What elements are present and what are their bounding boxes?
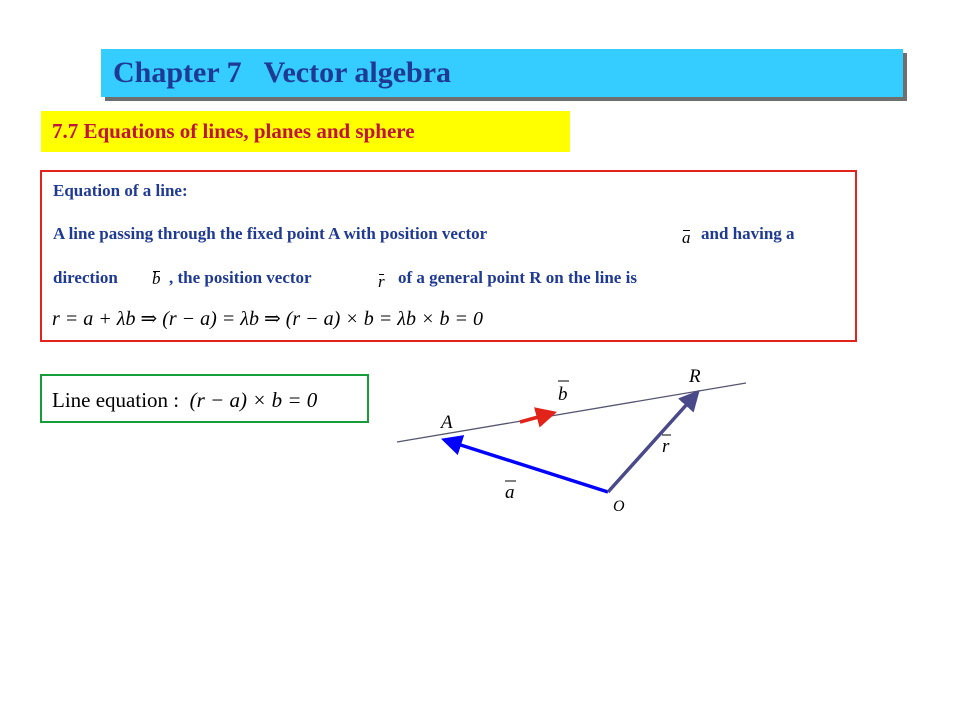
summary-equation: (r − a) × b = 0 bbox=[189, 388, 318, 412]
vector-b-arrow bbox=[520, 413, 553, 422]
definition-line-3-suffix: of a general point R on the line is bbox=[398, 268, 637, 287]
definition-line-2-suffix: and having a bbox=[701, 224, 795, 243]
label-point-r: R bbox=[689, 366, 701, 387]
vector-a-inline: a bbox=[682, 228, 691, 247]
vector-a-arrow bbox=[445, 440, 608, 492]
definition-line-3-middle: , the position vector bbox=[169, 268, 312, 287]
section-title: 7.7 Equations of lines, planes and sphere bbox=[52, 119, 415, 143]
label-point-a: A bbox=[441, 412, 453, 433]
vector-r-arrow bbox=[608, 393, 697, 492]
line-equation-derivation: r = a + λb ⇒ (r − a) = λb ⇒ (r − a) × b = λb × b = 0 bbox=[52, 308, 483, 330]
definition-line-3-prefix: direction bbox=[53, 268, 118, 287]
definition-heading: Equation of a line: bbox=[53, 181, 188, 200]
vector-r-inline: r bbox=[378, 272, 385, 291]
summary-label: Line equation : bbox=[52, 388, 180, 412]
definition-line-2-prefix: A line passing through the fixed point A with position vector bbox=[53, 224, 488, 243]
label-vector-a: a bbox=[505, 482, 515, 503]
label-vector-r: r bbox=[662, 436, 670, 457]
chapter-title: Chapter 7 Vector algebra bbox=[113, 56, 452, 89]
label-origin-o: O bbox=[613, 498, 625, 515]
vector-b-inline: b bbox=[152, 269, 161, 288]
label-vector-b: b bbox=[558, 384, 568, 405]
